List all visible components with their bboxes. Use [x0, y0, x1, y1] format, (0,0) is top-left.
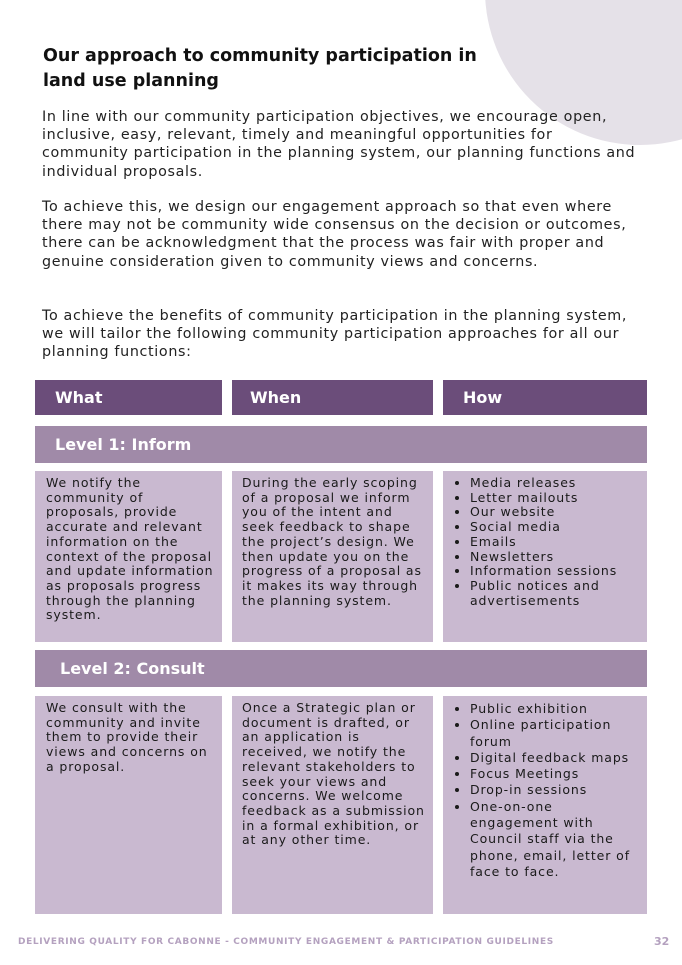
list-item: • Online participation forum [470, 717, 641, 750]
list-item: • Emails [470, 535, 641, 550]
level-2-when: Once a Strategic plan or document is drafted, or an application is received, we notify the relevant stakeholders to seek your views and concerns. We welcome feedback as a submission in a formal exhibition, or at any other time. [232, 696, 433, 914]
list-item: • Information sessions [470, 564, 641, 579]
list-item: • Digital feedback maps [470, 750, 641, 766]
list-item: • Public exhibition [470, 701, 641, 717]
level-2-what: We consult with the community and invite them to provide their views and concerns on a proposal. [35, 696, 222, 914]
approach-paragraph: To achieve this, we design our engagement approach so that even where there may not be community wide consensus on the decision or outcomes, there can be acknowledgment that the process was fair with proper and genuine consideration given to community views and concerns. [42, 199, 627, 270]
list-item: • Focus Meetings [470, 766, 641, 782]
column-header-what: What [35, 380, 222, 415]
benefits-paragraph: To achieve the benefits of community participation in the planning system, we will tailor the following community participation approaches for all our planning functions: [42, 308, 628, 361]
list-item: • Drop-in sessions [470, 782, 641, 798]
list-item: • Media releases [470, 476, 641, 491]
page-heading: Our approach to community participation in land use planning [43, 46, 477, 91]
list-item: • One-on-one engagement with Council staff via the phone, email, letter of face to face. [470, 799, 641, 880]
level-1-how [443, 471, 647, 642]
list-item: • Social media [470, 520, 641, 535]
column-header-when: When [232, 380, 433, 415]
level-1-band: Level 1: Inform [35, 426, 647, 463]
page-number: 32 [654, 935, 670, 948]
level-1-when: During the early scoping of a proposal we inform you of the intent and seek feedback to shape the project’s design. We then update you on the progress of a proposal as it makes its way through the planning system. [232, 471, 433, 642]
list-item: • Our website [470, 505, 641, 520]
list-item: • Newsletters [470, 550, 641, 565]
list-item: • Letter mailouts [470, 491, 641, 506]
level-2-how [443, 696, 647, 914]
column-header-how: How [443, 380, 647, 415]
level-2-band: Level 2: Consult [35, 650, 647, 687]
footer-text: DELIVERING QUALITY FOR CABONNE - COMMUNITY ENGAGEMENT & PARTICIPATION GUIDELINES [18, 937, 554, 947]
intro-paragraph: In line with our community participation objectives, we encourage open, inclusive, easy, relevant, timely and meaningful opportunities for community participation in the planning system, our planning functions and individual proposals. [42, 109, 636, 180]
list-item: • Public notices and advertisements [470, 579, 641, 608]
level-1-what: We notify the community of proposals, provide accurate and relevant information on the context of the proposal and update information as proposals progress through the planning system. [35, 471, 222, 642]
